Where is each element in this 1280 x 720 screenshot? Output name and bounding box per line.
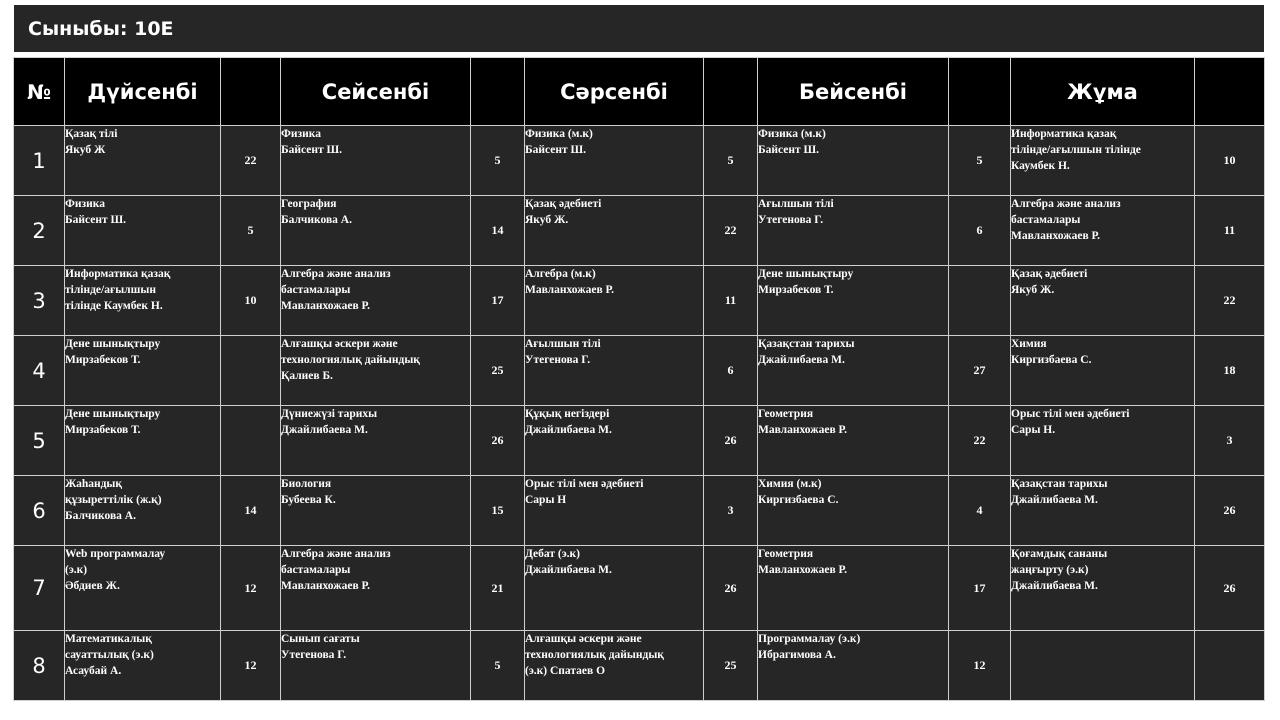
lesson-subject-line: Web программалау [65,548,166,560]
lesson-teacher-line: Якуб Ж. [1011,284,1055,296]
lesson-cell [65,406,221,476]
room-number: 17 [949,546,1011,631]
lesson-cell [758,476,949,546]
lesson-subject-line: Физика (м.к) [758,128,826,140]
room-number: 22 [704,196,758,266]
lesson-number: 4 [14,336,65,406]
lesson-teacher-line: Мавланхожаев Р. [525,284,615,296]
room-number: 12 [221,631,281,701]
lesson-teacher-line: Байсент Ш. [281,144,342,156]
lesson-subject-line: Физика [65,198,105,210]
room-number: 11 [704,266,758,336]
lesson-cell [525,266,704,336]
lesson-subject-line: Информатика қазақ [65,268,171,280]
lesson-cell [65,631,221,701]
room-number: 26 [1195,546,1265,631]
room-number: 6 [704,336,758,406]
lesson-cell [65,546,221,631]
room-number [949,266,1011,336]
lesson-teacher-line: Джайлибаева М. [281,424,368,436]
room-column-header [704,58,758,126]
lesson-teacher-line: Утегенова Г. [281,649,347,661]
lesson-cell [281,631,471,701]
lesson-teacher-line: (э.к) Спатаев О [525,665,606,677]
room-number: 6 [949,196,1011,266]
lesson-subject-line: сауаттылық (э.к) [65,649,154,661]
lesson-teacher-line: Утегенова Г. [525,354,591,366]
lesson-number: 5 [14,406,65,476]
lesson-subject-line: Геометрия [758,408,814,420]
room-number: 25 [704,631,758,701]
lesson-cell [65,196,221,266]
room-number: 26 [471,406,525,476]
room-number: 10 [1195,126,1265,196]
lesson-subject-line: Программалау (э.к) [758,633,861,645]
lesson-subject-line: Физика [281,128,321,140]
lesson-cell [525,406,704,476]
lesson-row [14,546,1265,631]
lesson-subject-line: технологиялық дайындық [281,354,420,366]
room-number: 11 [1195,196,1265,266]
lesson-teacher-line: Якуб Ж. [525,214,569,226]
lesson-cell [758,336,949,406]
lesson-subject-line: Физика (м.к) [525,128,593,140]
lesson-subject-line: Қазақ әдебиеті [525,198,602,210]
room-number: 18 [1195,336,1265,406]
room-column-header [949,58,1011,126]
room-number: 3 [704,476,758,546]
lesson-subject-line: Қазақ тілі [65,128,118,140]
schedule-body [14,126,1265,701]
lesson-teacher-line: Сары Н. [1011,424,1056,436]
room-number: 15 [471,476,525,546]
lesson-row [14,476,1265,546]
lesson-teacher-line: тілінде Каумбек Н. [65,300,163,312]
lesson-cell [758,266,949,336]
lesson-subject-line: Геометрия [758,548,814,560]
lesson-row [14,336,1265,406]
lesson-teacher-line: Байсент Ш. [758,144,819,156]
lesson-cell [281,546,471,631]
lesson-number: 7 [14,546,65,631]
lesson-row [14,406,1265,476]
lesson-cell [65,126,221,196]
room-column-header [221,58,281,126]
day-header-monday: Дүйсенбі [65,58,221,126]
lesson-subject-line: Алгебра және анализ [281,268,391,280]
room-column-header [471,58,525,126]
lesson-cell [281,476,471,546]
room-number: 22 [949,406,1011,476]
lesson-subject-line: тілінде/ағылшын [65,284,156,296]
lesson-cell [281,126,471,196]
lesson-cell [281,196,471,266]
lesson-teacher-line: Джайлибаева М. [1011,580,1098,592]
lesson-teacher-line: Бубеева К. [281,494,336,506]
room-number: 5 [471,631,525,701]
lesson-cell [758,546,949,631]
lesson-subject-line: География [281,198,337,210]
lesson-subject-line: Жаһандық [65,478,123,490]
lesson-teacher-line: Сары Н [525,494,567,506]
room-number [221,336,281,406]
room-number [221,406,281,476]
lesson-cell [525,336,704,406]
lesson-subject-line: құзыреттілік (ж.қ) [65,494,162,506]
room-number: 12 [949,631,1011,701]
room-number [1195,631,1265,701]
room-number: 5 [949,126,1011,196]
room-number: 3 [1195,406,1265,476]
day-header-friday: Жұма [1011,58,1195,126]
lesson-cell [281,336,471,406]
lesson-cell [1011,406,1195,476]
lesson-teacher-line: Киргизбаева С. [758,494,839,506]
lesson-subject-line: Қазақ әдебиеті [1011,268,1088,280]
lesson-subject-line: Дене шынықтыру [65,338,161,350]
room-number: 12 [221,546,281,631]
lesson-teacher-line: Балчикова А. [281,214,352,226]
lesson-teacher-line: Каумбек Н. [1011,160,1070,172]
lesson-cell [758,631,949,701]
lesson-teacher-line: Киргизбаева С. [1011,354,1092,366]
lesson-teacher-line: Байсент Ш. [65,214,126,226]
lesson-subject-line: Алгебра және анализ [1011,198,1121,210]
lesson-teacher-line: Мирзабеков Т. [758,284,834,296]
lesson-subject-line: технологиялық дайындық [525,649,664,661]
lesson-subject-line: Орыс тілі мен әдебиеті [525,478,644,490]
room-number: 5 [221,196,281,266]
lesson-teacher-line: Ибрагимова А. [758,649,836,661]
lesson-row [14,126,1265,196]
lesson-subject-line: Сынып сағаты [281,633,360,645]
lesson-cell [65,336,221,406]
lesson-cell [525,126,704,196]
lesson-number: 8 [14,631,65,701]
lesson-cell [65,476,221,546]
lesson-cell [758,196,949,266]
room-number: 22 [1195,266,1265,336]
header-row [14,58,1265,126]
room-number: 4 [949,476,1011,546]
lesson-cell [758,126,949,196]
room-number: 17 [471,266,525,336]
lesson-teacher-line: Асаубай А. [65,665,122,677]
lesson-teacher-line: Мавланхожаев Р. [281,580,371,592]
lesson-teacher-line: Джайлибаева М. [758,354,845,366]
lesson-subject-line: Қоғамдық сананы [1011,548,1108,560]
lesson-subject-line: Алгебра (м.к) [525,268,596,280]
lesson-cell [1011,126,1195,196]
room-number: 26 [1195,476,1265,546]
lesson-number: 1 [14,126,65,196]
lesson-teacher-line: Әбдиев Ж. [65,580,120,592]
room-number: 14 [471,196,525,266]
lesson-cell [281,406,471,476]
lesson-subject-line: бастамалары [281,564,351,576]
room-number: 26 [704,546,758,631]
lesson-number: 2 [14,196,65,266]
lesson-subject-line: Алғашқы әскери және [281,338,398,350]
lesson-cell [1011,336,1195,406]
lesson-cell [758,406,949,476]
lesson-subject-line: Қазақстан тарихы [1011,478,1108,490]
lesson-cell [525,631,704,701]
lesson-subject-line: Ағылшын тілі [758,198,834,210]
lesson-subject-line: Дүниежүзі тарихы [281,408,378,420]
lesson-teacher-line: Джайлибаева М. [525,564,612,576]
lesson-cell [1011,546,1195,631]
lesson-row [14,631,1265,701]
lesson-teacher-line: Балчикова А. [65,510,136,522]
lesson-subject-line: Дебат (э.к) [525,548,581,560]
room-number: 22 [221,126,281,196]
lesson-teacher-line: Якуб Ж [65,144,106,156]
room-number: 10 [221,266,281,336]
lesson-teacher-line: Байсент Ш. [525,144,586,156]
day-header-thursday: Бейсенбі [758,58,949,126]
lesson-cell [1011,196,1195,266]
day-header-wednesday: Сәрсенбі [525,58,704,126]
lesson-cell [525,546,704,631]
room-number: 14 [221,476,281,546]
lesson-subject-line: жаңғырту (э.к) [1011,564,1089,576]
lesson-teacher-line: Мирзабеков Т. [65,424,141,436]
lesson-subject-line: Құқық негіздері [525,408,610,420]
lesson-teacher-line: Мавланхожаев Р. [281,300,371,312]
lesson-subject-line: Ағылшын тілі [525,338,601,350]
room-number: 27 [949,336,1011,406]
lesson-subject-line: Химия (м.к) [758,478,822,490]
room-number: 5 [471,126,525,196]
lesson-subject-line: Орыс тілі мен әдебиеті [1011,408,1130,420]
lesson-cell [1011,631,1195,701]
lesson-cell [525,476,704,546]
lesson-subject-line: Дене шынықтыру [758,268,854,280]
lesson-row [14,266,1265,336]
lesson-subject-line: Дене шынықтыру [65,408,161,420]
lesson-subject-line: Қазақстан тарихы [758,338,855,350]
lesson-subject-line: (э.к) [65,564,88,576]
lesson-cell [65,266,221,336]
lesson-subject-line: бастамалары [1011,214,1081,226]
lesson-subject-line: Информатика қазақ [1011,128,1117,140]
lesson-cell [281,266,471,336]
room-column-header [1195,58,1265,126]
lesson-subject-line: Алгебра және анализ [281,548,391,560]
lesson-teacher-line: Мавланхожаев Р. [758,564,848,576]
lesson-subject-line: Химия [1011,338,1047,350]
number-column-header: № [14,58,65,126]
lesson-number: 6 [14,476,65,546]
lesson-teacher-line: Мавланхожаев Р. [1011,230,1101,242]
lesson-subject-line: Биология [281,478,332,490]
lesson-teacher-line: Джайлибаева М. [1011,494,1098,506]
lesson-teacher-line: Мирзабеков Т. [65,354,141,366]
room-number: 25 [471,336,525,406]
lesson-cell [1011,266,1195,336]
lesson-teacher-line: Утегенова Г. [758,214,824,226]
class-title-bar [14,5,1264,52]
lesson-subject-line: бастамалары [281,284,351,296]
class-title: Сыныбы: 10Е [28,17,174,40]
lesson-cell [525,196,704,266]
lesson-teacher-line: Джайлибаева М. [525,424,612,436]
lesson-subject-line: Математикалық [65,633,152,645]
room-number: 5 [704,126,758,196]
lesson-subject-line: тілінде/ағылшын тілінде [1011,144,1141,156]
lesson-row [14,196,1265,266]
lesson-cell [1011,476,1195,546]
room-number: 26 [704,406,758,476]
lesson-subject-line: Алғашқы әскери және [525,633,642,645]
day-header-tuesday: Сейсенбі [281,58,471,126]
lesson-teacher-line: Қалиев Б. [281,370,333,382]
lesson-teacher-line: Мавланхожаев Р. [758,424,848,436]
lesson-number: 3 [14,266,65,336]
schedule-table [13,57,1265,701]
room-number: 21 [471,546,525,631]
